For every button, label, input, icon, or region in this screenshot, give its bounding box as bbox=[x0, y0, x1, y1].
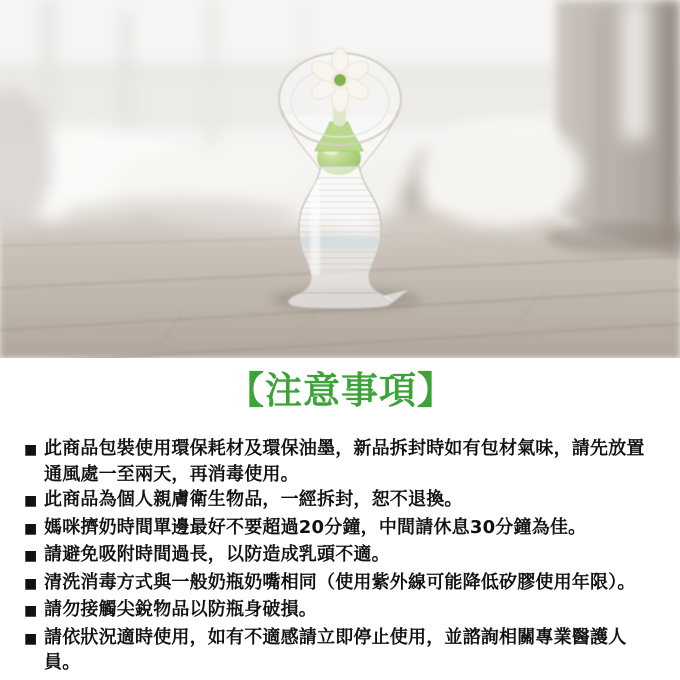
notice-item-text: 請避免吸附時間過長，以防造成乳頭不適。 bbox=[44, 544, 390, 565]
notice-section bbox=[0, 370, 680, 676]
notice-item bbox=[24, 515, 658, 543]
notice-list bbox=[24, 436, 658, 676]
notice-item bbox=[24, 436, 658, 487]
notice-item-text: 請勿接觸尖銳物品以防瓶身破損。 bbox=[44, 599, 317, 620]
white-cushion bbox=[418, 117, 582, 227]
bullet-square-icon: ■ bbox=[24, 575, 38, 592]
notice-heading: 【注意事項】 bbox=[227, 369, 455, 412]
bullet-square-icon: ■ bbox=[24, 442, 38, 458]
notice-item bbox=[24, 597, 658, 625]
notice-item-text: 清洗消毒方式與一般奶瓶奶嘴相同（使用紫外線可能降低矽膠使用年限）。 bbox=[44, 571, 636, 593]
bullet-square-icon: ■ bbox=[24, 493, 38, 509]
bullet-square-icon: ■ bbox=[24, 630, 38, 647]
notice-item-text: 請依狀況適時使用，如有不適感請立即停止使用，並諮詢相關專業醫護人員。 bbox=[44, 626, 627, 673]
bullet-square-icon: ■ bbox=[24, 548, 38, 564]
notice-item bbox=[24, 487, 658, 515]
notice-item-text: 此商品為個人親膚衛生物品，一經拆封，恕不退換。 bbox=[44, 489, 463, 510]
notice-item-text: 此商品包裝使用環保耗材及環保油墨，新品拆封時如有包材氣味，請先放置通風處一至兩天，再消毒使用。 bbox=[44, 438, 645, 485]
bullet-square-icon: ■ bbox=[24, 603, 38, 619]
bullet-square-icon: ■ bbox=[24, 520, 38, 537]
notice-item bbox=[24, 542, 658, 570]
notice-item bbox=[24, 625, 658, 676]
flower-center-dot bbox=[334, 74, 346, 86]
notice-item-text: 媽咪擠奶時間單邊最好不要超過20分鐘，中間請休息30分鐘為佳。 bbox=[44, 516, 587, 538]
notice-item bbox=[24, 570, 658, 598]
